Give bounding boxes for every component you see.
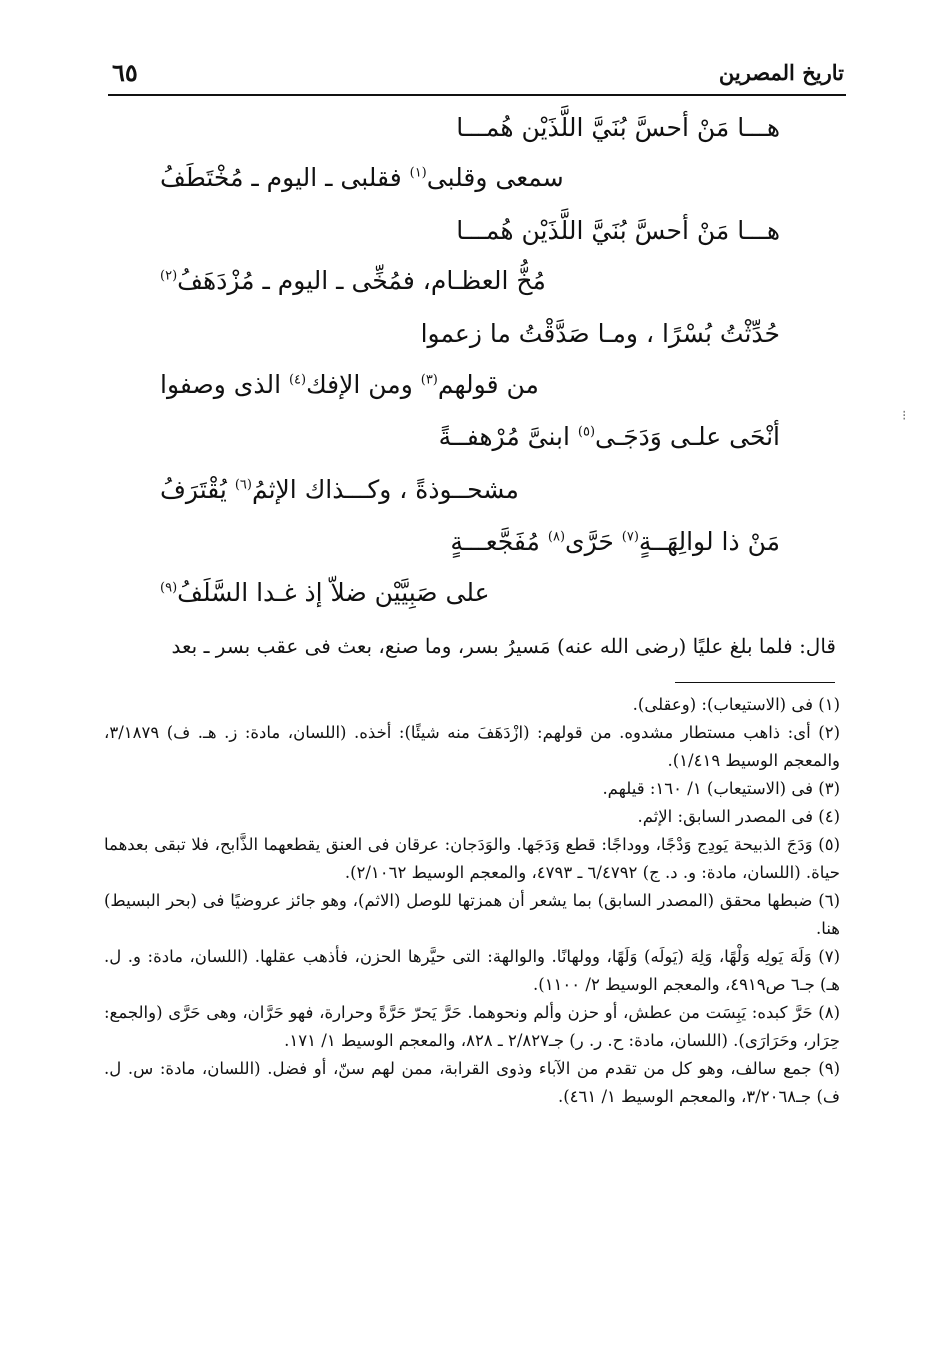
verse-line: هـــا مَنْ أحسَّ بُنَيَّ اللَّذَيْن هُمـــا bbox=[456, 216, 780, 245]
footnote: (٤) فى المصدر السابق: الإثم. bbox=[637, 807, 840, 826]
verse-line: على صَبِيَّيْن ضلاّ إذ غـدا السَّلَفُ$^{(٩)}$ bbox=[160, 578, 490, 607]
narration-line: قال: فلما بلغ عليًا (رضى الله عنه) مَسيرُ بسر، وما صنع، بعث فى عقب بسر ـ بعد bbox=[171, 634, 836, 658]
footnote-ref: (٤) bbox=[288, 372, 307, 388]
footnote: (٥) وَدَجَ الذبيحة يَودِج وَدْجًا، ووداجًا: قطع وَدَجَها. والوَدَجان: عرقان فى العنق يقطعهما الذَّابح، فلا تبقى بعدهما حياة. (اللسان، مادة: و. د. ج) ٦/٤٧٩٢ ـ ٤٧٩٣، والمعجم الوسيط ٢/١٠٦٢). bbox=[104, 835, 840, 882]
footnote: (٣) فى (الاستيعاب) ١/ ١٦٠: قيلهم. bbox=[602, 779, 840, 798]
footnote: (٦) ضبطها محقق (المصدر السابق) بما يشعر أن همزتها للوصل (الاثم)، وهو جائز عروضيًا فى (بحر البسيط) هنا. bbox=[104, 891, 840, 938]
footnote-ref: (٢) bbox=[160, 268, 178, 284]
footnote-ref: (١) bbox=[409, 165, 427, 181]
footnote-ref: (٧) bbox=[621, 529, 639, 545]
footnote-ref: (٦) bbox=[234, 477, 252, 493]
footnote-ref: (٣) bbox=[420, 372, 438, 388]
verse-line: من قولهم$^{(٣)}$ ومن الإفك$^{(٤)}$ الذى وصفوا bbox=[160, 370, 539, 399]
verse-line: مشحــوذةً ، وكـــذاك الإثمُ$^{(٦)}$ يُقْتَرَفُ bbox=[160, 475, 519, 504]
footnotes bbox=[104, 691, 840, 1111]
footnote: (٢) أى: ذاهب مستطار مشدوه. من قولهم: (ازْدَهَفَ منه شيئًا): أخذه. (اللسان، مادة: ز. هـ. ف) ٣/١٨٧٩، والمعجم الوسيط ١/٤١٩). bbox=[104, 723, 840, 770]
footnote-ref: (٥) bbox=[577, 424, 596, 440]
footnote: (١) فى (الاستيعاب): (وعقلى). bbox=[632, 695, 840, 714]
verse-line: سمعى وقلبى$^{(١)}$ فقلبى ـ اليوم ـ مُخْتَطَفُ bbox=[160, 163, 564, 192]
footnote: (٧) وَلَهَ يَولِه وَلْهًا، وَلِهَ (يَولَه) وَلَهًا، وولهانًا. والوالهة: التى حيَّرها الحزن، فأذهب عقلها. (اللسان، مادة: و. ل. هـ) جـ٦ ص٤٩١٩، والمعجم الوسيط ٢/ ١١٠٠). bbox=[104, 947, 840, 994]
footnote-divider bbox=[675, 682, 835, 683]
verse-line: أنْحَى علـى وَدَجَـى$^{(٥)}$ ابنىَّ مُرْهفــةً bbox=[438, 422, 780, 451]
verse-line: حُدِّثْتُ بُسْرًا ، ومـا صَدَّقْتُ ما زعموا bbox=[420, 319, 780, 348]
margin-mark: ⁝ bbox=[902, 408, 907, 424]
footnote: (٩) جمع سالف، وهو كل من تقدم من الآباء وذوى القرابة، ممن لهم سنّ، أو فضل. (اللسان، مادة: س. ل. ف) جـ٣/٢٠٦٨، والمعجم الوسيط ١/ ٤٦١). bbox=[104, 1059, 840, 1106]
page-number: ٦٥ bbox=[112, 58, 138, 87]
footnote-ref: (٩) bbox=[160, 580, 178, 596]
verse-line: هـــا مَنْ أحسَّ بُنَيَّ اللَّذَيْن هُمـــا bbox=[456, 113, 780, 142]
running-title: تاريخ المصرين bbox=[718, 60, 844, 85]
page-header bbox=[108, 52, 846, 96]
footnote: (٨) حَرَّ كبده: يَبِسَت من عطش، أو حزن وألم ونحوهما. حَرَّ يَحرّ حَرَّةً وحرارة، فهو حَرَّان، وهى حَرَّى (والجمع: حِرَار، وحَرَارَى). (اللسان، مادة: ح. ر. ر) جـ٢/٨٢٧ ـ ٨٢٨، والمعجم الوسيط ١/ ١٧١. bbox=[104, 1003, 840, 1050]
footnote-ref: (٨) bbox=[547, 529, 566, 545]
verse-line: مَنْ ذا لوالِهَــةٍ$^{(٧)}$ حَرَّى$^{(٨)}$ مُفَجَّعـــةٍ bbox=[450, 527, 780, 556]
verse-line: مُخُّ العظـام، فمُخِّى ـ اليوم ـ مُزْدَهَفُ$^{(٢)}$ bbox=[160, 266, 546, 295]
